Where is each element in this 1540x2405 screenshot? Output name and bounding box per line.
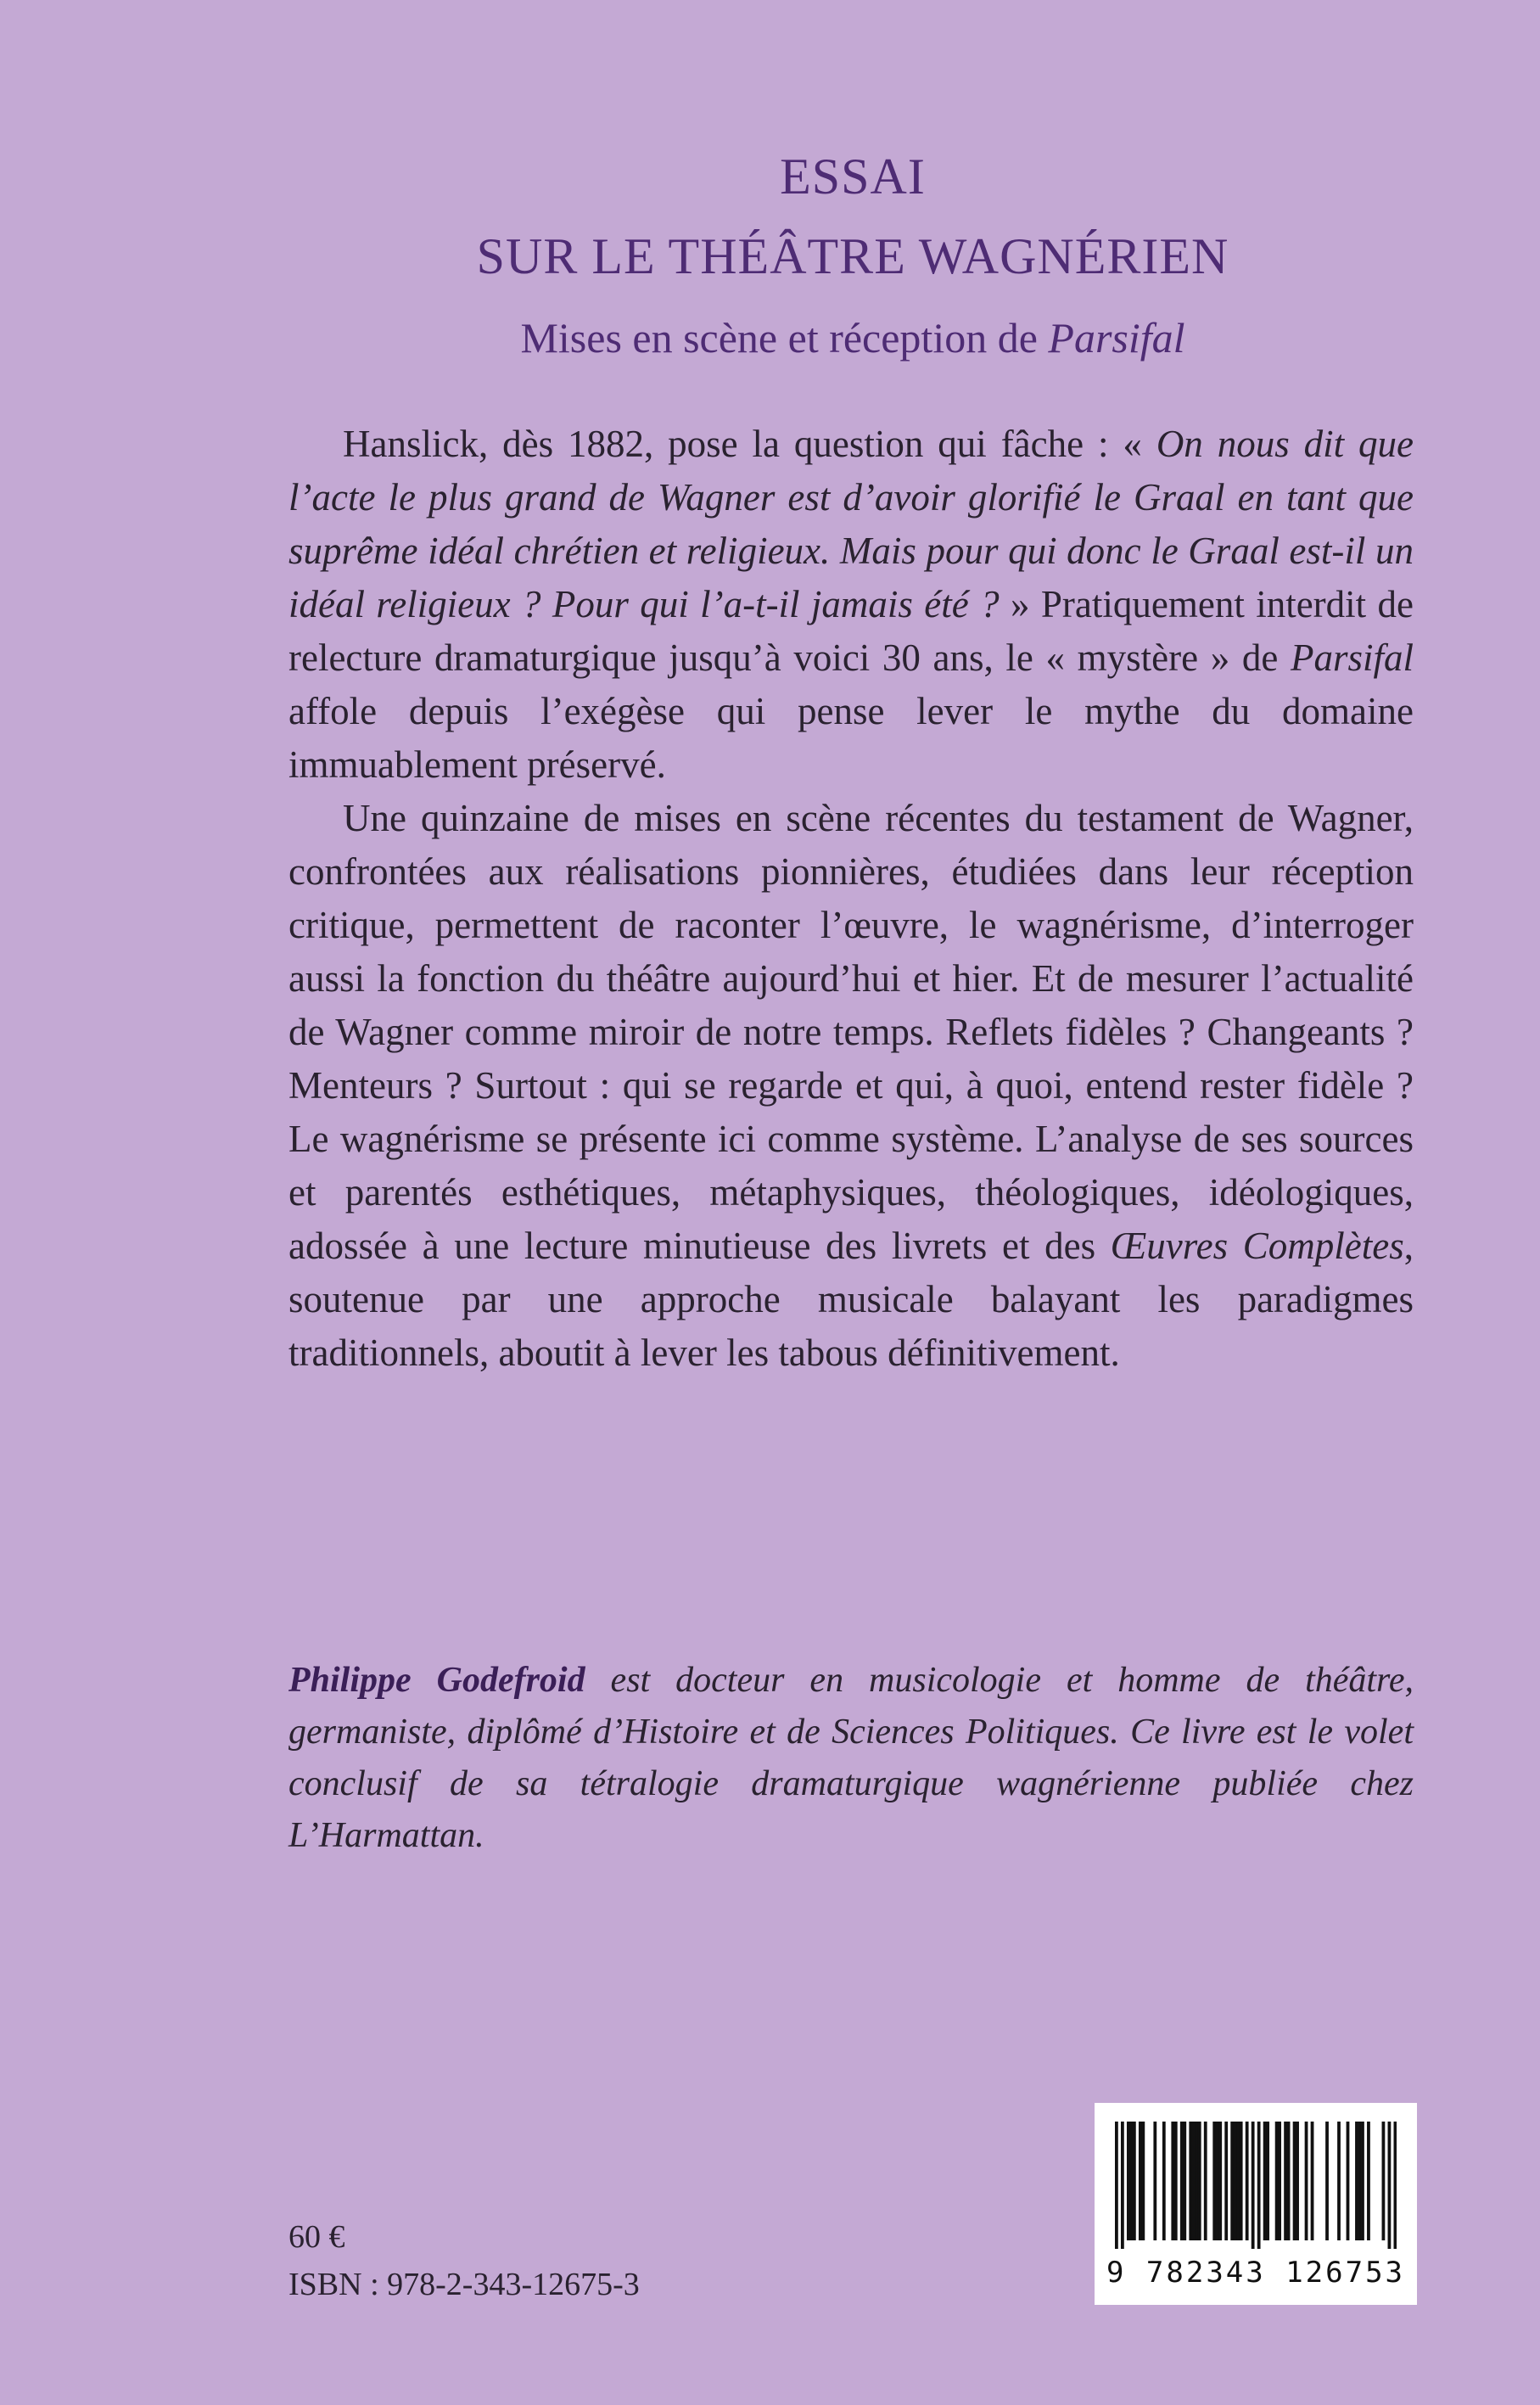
barcode-bar (1139, 2122, 1142, 2240)
author-name: Philippe Godefroid (288, 1661, 585, 1700)
isbn: ISBN : 978-2-343-12675-3 (288, 2267, 640, 2302)
barcode-bar (1325, 2122, 1329, 2240)
barcode-bar (1246, 2122, 1249, 2240)
barcode-bar (1212, 2122, 1216, 2240)
barcode-bar (1171, 2122, 1174, 2240)
barcode-bar (1198, 2122, 1201, 2240)
barcode-bar (1121, 2122, 1124, 2249)
hanslick-quote: On nous dit que l’acte le plus grand de Wagner est d’avoir glorifié le Graal en tant que suprême idéal chrétien et religieux. Mais pour qui donc le Graal est-il un idéal religieux ? Pour qui l’a-t-il jamais été ? (288, 423, 1414, 625)
barcode-bar (1361, 2122, 1364, 2240)
barcode-bar (1257, 2122, 1261, 2249)
barcode-bar (1224, 2122, 1228, 2240)
barcode-bar (1275, 2122, 1279, 2240)
blurb-p1-text-3: affole depuis l’exégèse qui pense lever le mythe du domaine immuablement préservé. (288, 690, 1414, 786)
barcode-bar (1127, 2122, 1130, 2240)
parsifal-italic: Parsifal (1290, 636, 1414, 679)
blurb-p2-text-1: Une quinzaine de mises en scène récentes du testament de Wagner, confrontées aux réalisations pionnières, étudiées dans leur réception critique, permettent de raconter l’œuvre, le wagnérisme, d’interroger aussi la fonction du théâtre aujourd’hui et hier. Et de mesurer l’actualité de Wagner comme miroir de notre temps. Reflets fidèles ? Changeants ? Menteurs ? Surtout : qui se regarde et qui, à quoi, entend rester fidèle ? Le wagnérisme se présente ici comme système. L’analyse de ses sources et parentés esthétiques, métaphysiques, théologiques, idéologiques, adossée à une lecture minutieuse des livrets et des (288, 797, 1414, 1267)
barcode-bar (1382, 2122, 1386, 2240)
author-bio (288, 1655, 1414, 1862)
barcode-bar (1236, 2122, 1240, 2240)
barcode-bar (1234, 2122, 1237, 2240)
title-line-1: ESSAI (780, 149, 926, 205)
barcode-bar (1183, 2122, 1186, 2240)
blurb-paragraph-1 (288, 418, 1414, 792)
title-line-2: SUR LE THÉÂTRE WAGNÉRIEN (476, 228, 1229, 284)
barcode-bar (1195, 2122, 1198, 2240)
barcode-bar (1358, 2122, 1362, 2240)
barcode-bar (1153, 2122, 1156, 2240)
barcode-bar (1218, 2122, 1222, 2240)
barcode-bar (1129, 2122, 1133, 2240)
barcode-bar (1240, 2122, 1243, 2240)
barcode-bar (1284, 2122, 1287, 2240)
barcode-bar (1162, 2122, 1166, 2240)
barcode-bar (1263, 2122, 1267, 2240)
blurb-p2-text-2: , soutenue par une approche musicale balayant les paradigmes traditionnels, aboutit à lever les tabous définitivement. (288, 1225, 1414, 1374)
barcode-bar (1141, 2122, 1145, 2240)
barcode-bar (1230, 2122, 1234, 2240)
subtitle (0, 312, 1540, 363)
barcode-bar (1305, 2122, 1308, 2240)
barcode-bar (1355, 2122, 1358, 2240)
subtitle-text: Mises en scène et réception de (520, 314, 1049, 362)
barcode-bar (1133, 2122, 1136, 2240)
barcode-bar (1388, 2122, 1392, 2249)
barcode-bar (1252, 2122, 1255, 2249)
barcode-bar (1293, 2122, 1296, 2240)
barcode-bar (1115, 2122, 1118, 2249)
author-bio-text: est docteur en musicologie et homme de théâtre, germaniste, diplômé d’Histoire et de Sciences Politiques. Ce livre est le volet conclusif de sa tétralogie dramaturgique wagnérienne publiée chez L’Harmattan. (288, 1661, 1414, 1855)
price: 60 € (288, 2219, 345, 2255)
barcode-bar (1337, 2122, 1341, 2240)
barcode (1095, 2103, 1417, 2305)
barcode-bar (1347, 2122, 1350, 2240)
barcode-bars (1115, 2122, 1397, 2249)
barcode-bar (1189, 2122, 1192, 2240)
barcode-bar (1266, 2122, 1269, 2240)
barcode-bar (1287, 2122, 1291, 2240)
barcode-bar (1311, 2122, 1314, 2240)
barcode-bar (1394, 2122, 1397, 2249)
barcode-bar (1296, 2122, 1299, 2240)
barcode-bar (1367, 2122, 1370, 2240)
barcode-bar (1278, 2122, 1281, 2240)
back-cover-blurb (288, 418, 1414, 1380)
oeuvres-completes-italic: Œuvres Complètes (1110, 1225, 1404, 1267)
blurb-p1-text-1: Hanslick, dès 1882, pose la question qui fâche : « (343, 423, 1156, 465)
blurb-p1-text-2: » Pratiquement interdit de relecture dramaturgique jusqu’à voici 30 ans, le « mystère » de (288, 583, 1414, 679)
blurb-paragraph-2 (288, 792, 1414, 1380)
barcode-bar (1174, 2122, 1178, 2240)
barcode-bar (1216, 2122, 1219, 2240)
subtitle-italic: Parsifal (1048, 314, 1185, 362)
barcode-bar (1180, 2122, 1184, 2240)
barcode-digits: 9 782343 126753 (1106, 2256, 1406, 2290)
barcode-bar (1204, 2122, 1207, 2240)
barcode-bar (1192, 2122, 1196, 2240)
